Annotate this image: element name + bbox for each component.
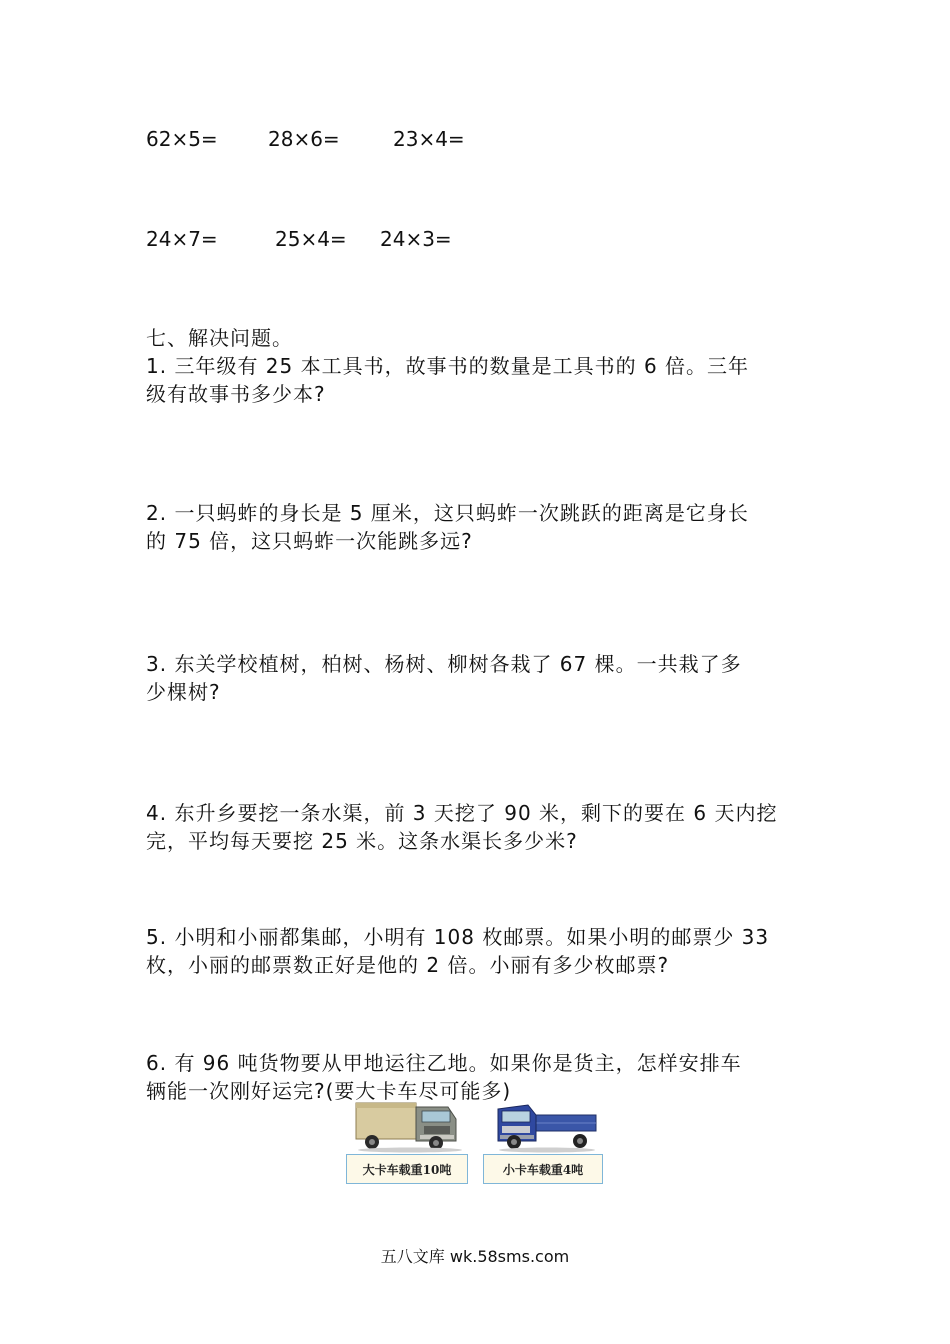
small-truck-caption: 小卡车载重4吨 [483, 1154, 603, 1184]
problem-3-line-1: 3. 东关学校植树，柏树、杨树、柳树各栽了 67 棵。一共栽了多 [146, 652, 742, 676]
big-truck-caption: 大卡车载重10吨 [346, 1154, 468, 1184]
footer-watermark: 五八文库 wk.58sms.com [380, 1247, 570, 1266]
expression: 62×5= [146, 127, 218, 151]
problem-1-line-1: 1. 三年级有 25 本工具书，故事书的数量是工具书的 6 倍。三年 [146, 354, 750, 378]
problem-4-line-2: 完，平均每天要挖 25 米。这条水渠长多少米? [146, 829, 578, 853]
expression: 24×3= [380, 227, 452, 251]
expression: 28×6= [268, 127, 340, 151]
small-truck-icon [492, 1093, 602, 1153]
expression: 23×4= [393, 127, 465, 151]
problem-2-line-2: 的 75 倍，这只蚂蚱一次能跳多远? [146, 529, 473, 553]
section-title: 七、解决问题。 [146, 326, 293, 350]
problem-5-line-2: 枚，小丽的邮票数正好是他的 2 倍。小丽有多少枚邮票? [146, 953, 670, 977]
problem-3-line-2: 少棵树? [146, 680, 221, 704]
problem-5-line-1: 5. 小明和小丽都集邮，小明有 108 枚邮票。如果小明的邮票少 33 [146, 925, 770, 949]
expression: 24×7= [146, 227, 218, 251]
problem-1-line-2: 级有故事书多少本? [146, 382, 326, 406]
problem-4-line-1: 4. 东升乡要挖一条水渠，前 3 天挖了 90 米，剩下的要在 6 天内挖 [146, 801, 778, 825]
expression: 25×4= [275, 227, 347, 251]
problem-6-line-2: 辆能一次刚好运完?(要大卡车尽可能多) [146, 1079, 512, 1103]
problem-6-line-1: 6. 有 96 吨货物要从甲地运往乙地。如果你是货主，怎样安排车 [146, 1051, 742, 1075]
problem-2-line-1: 2. 一只蚂蚱的身长是 5 厘米，这只蚂蚱一次跳跃的距离是它身长 [146, 501, 749, 525]
big-truck-icon [350, 1093, 472, 1153]
